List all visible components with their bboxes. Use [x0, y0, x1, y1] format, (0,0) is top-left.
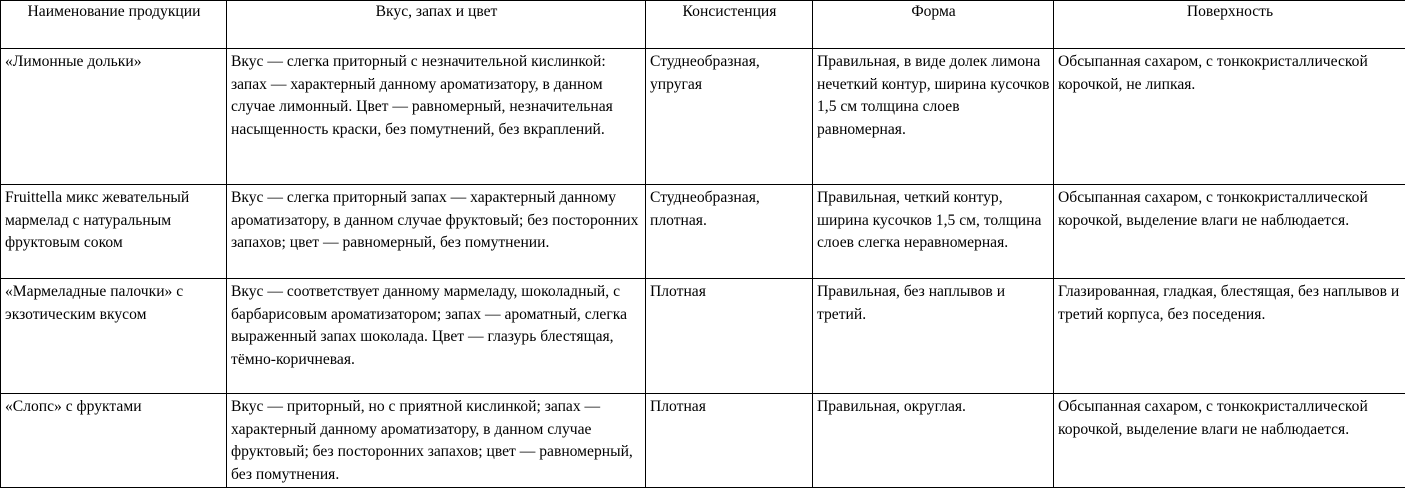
header-shape: Форма — [813, 1, 1054, 49]
table-row — [1, 279, 1405, 394]
consistency-cell: Плотная — [646, 279, 813, 394]
surface-cell: Обсыпанная сахаром, с тонкокристаллической корочкой, не липкая. — [1054, 49, 1405, 185]
surface-cell: Глазированная, гладкая, блестящая, без наплывов и третий корпуса, без поседения. — [1054, 279, 1405, 394]
header-consistency: Консистенция — [646, 1, 813, 49]
table-row — [1, 185, 1405, 279]
flavor-cell: Вкус — приторный, но с приятной кислинкой; запах — характерный данному ароматизатору, в данном случае фруктовый; без посторонних запахов; цвет — равномерный, без помутнения. — [227, 394, 646, 488]
header-product-name: Наименование продукции — [1, 1, 227, 49]
header-flavor-smell-color: Вкус, запах и цвет — [227, 1, 646, 49]
table-row — [1, 394, 1405, 488]
flavor-cell: Вкус — соответствует данному мармеладу, шоколадный, с барбарисовым ароматизатором; запах — ароматный, слегка выраженный запах шоколада. Цвет — глазурь блестящая, тёмно-коричневая. — [227, 279, 646, 394]
product-name-cell: Fruittella микс жевательный мармелад с натуральным фруктовым соком — [1, 185, 227, 279]
surface-cell: Обсыпанная сахаром, с тонкокристаллической корочкой, выделение влаги не наблюдается. — [1054, 394, 1405, 488]
consistency-cell: Студнеобразная, плотная. — [646, 185, 813, 279]
table-row — [1, 49, 1405, 185]
shape-cell: Правильная, округлая. — [813, 394, 1054, 488]
flavor-cell: Вкус — слегка приторный запах — характерный данному ароматизатору, в данном случае фруктовый; без посторонних запахов; цвет — равномерный, без помутнении. — [227, 185, 646, 279]
shape-cell: Правильная, без наплывов и третий. — [813, 279, 1054, 394]
product-name-cell: «Мармеладные палочки» с экзотическим вкусом — [1, 279, 227, 394]
header-surface: Поверхность — [1054, 1, 1405, 49]
consistency-cell: Студнеобразная, упругая — [646, 49, 813, 185]
table-header-row — [1, 1, 1405, 49]
shape-cell: Правильная, в виде долек лимона нечеткий контур, ширина кусочков 1,5 см толщина слоев равномерная. — [813, 49, 1054, 185]
flavor-cell: Вкус — слегка приторный с незначительной кислинкой: запах — характерный данному ароматизатору, в данном случае лимонный. Цвет — равномерный, незначительная насыщенность краски, без помутнений, без вкраплений. — [227, 49, 646, 185]
consistency-cell: Плотная — [646, 394, 813, 488]
product-name-cell: «Лимонные дольки» — [1, 49, 227, 185]
shape-cell: Правильная, четкий контур, ширина кусочков 1,5 см, толщина слоев слегка неравномерная. — [813, 185, 1054, 279]
surface-cell: Обсыпанная сахаром, с тонкокристаллической корочкой, выделение влаги не наблюдается. — [1054, 185, 1405, 279]
product-name-cell: «Слопс» с фруктами — [1, 394, 227, 488]
